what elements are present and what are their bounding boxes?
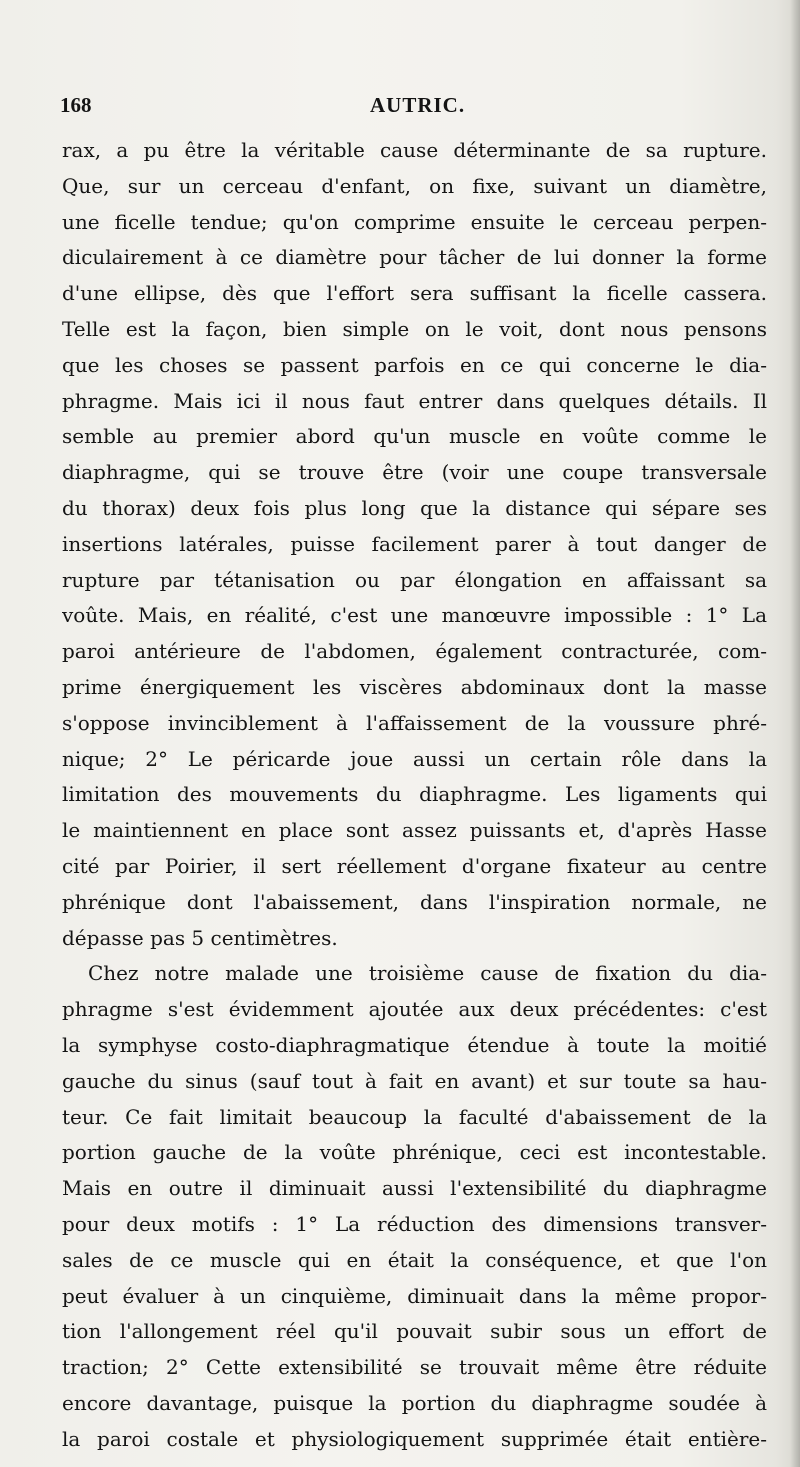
text-line: prime énergiquement les viscères abdominaux dont la masse: [62, 674, 767, 699]
page-number: 168: [60, 93, 92, 117]
text-line: la symphyse costo-diaphragmatique étendue à toute la moitié: [62, 1032, 767, 1057]
text-line: teur. Ce fait limitait beaucoup la faculté d'abaissement de la: [62, 1104, 767, 1129]
text-line: limitation des mouvements du diaphragme. Les ligaments qui: [62, 782, 767, 807]
text-line: peut évaluer à un cinquième, diminuait dans la même propor-: [62, 1283, 767, 1308]
body-text: [62, 133, 767, 1457]
text-line: que les choses se passent parfois en ce qui concerne le dia-: [62, 352, 767, 377]
text-line: phragme s'est évidemment ajoutée aux deux précédentes: c'est: [62, 997, 767, 1022]
running-title: AUTRIC.: [370, 93, 466, 117]
text-line: voûte. Mais, en réalité, c'est une manœuvre impossible : 1° La: [62, 603, 767, 628]
text-line: Que, sur un cerceau d'enfant, on fixe, suivant un diamètre,: [62, 173, 767, 198]
text-line: rupture par tétanisation ou par élongation en affaissant sa: [62, 567, 767, 592]
text-line: du thorax) deux fois plus long que la distance qui sépare ses: [62, 495, 767, 520]
text-line: traction; 2° Cette extensibilité se trouvait même être réduite: [62, 1355, 767, 1380]
paragraph-end-line: dépasse pas 5 centimètres.: [62, 925, 338, 950]
running-head: [60, 93, 760, 117]
text-line: paroi antérieure de l'abdomen, également contracturée, com-: [62, 639, 767, 664]
text-line: sales de ce muscle qui en était la conséquence, et que l'on: [62, 1247, 767, 1272]
text-line: le maintiennent en place sont assez puissants et, d'après Hasse: [62, 818, 767, 843]
text-line: s'oppose invinciblement à l'affaissement de la voussure phré-: [62, 710, 767, 735]
text-line: Mais en outre il diminuait aussi l'extensibilité du diaphragme: [62, 1176, 767, 1201]
text-line: tion l'allongement réel qu'il pouvait subir sous un effort de: [62, 1319, 767, 1344]
text-line: rax, a pu être la véritable cause déterminante de sa rupture.: [62, 138, 767, 162]
page-edge-shadow: [790, 0, 800, 1467]
text-line: gauche du sinus (sauf tout à fait en avant) et sur toute sa hau-: [62, 1068, 767, 1093]
text-line: nique; 2° Le péricarde joue aussi un certain rôle dans la: [62, 746, 767, 771]
text-line: phrénique dont l'abaissement, dans l'inspiration normale, ne: [62, 889, 767, 914]
text-line: Telle est la façon, bien simple on le voit, dont nous pensons: [62, 316, 767, 341]
text-line: une ficelle tendue; qu'on comprime ensuite le cerceau perpen-: [62, 209, 767, 234]
text-line: insertions latérales, puisse facilement parer à tout danger de: [62, 531, 767, 556]
text-line: diaphragme, qui se trouve être (voir une coupe transversale: [62, 460, 767, 485]
text-line: diculairement à ce diamètre pour tâcher de lui donner la forme: [62, 245, 767, 270]
text-line: la paroi costale et physiologiquement supprimée était entière-: [62, 1426, 767, 1451]
text-line: cité par Poirier, il sert réellement d'organe fixateur au centre: [62, 853, 767, 878]
text-line: semble au premier abord qu'un muscle en voûte comme le: [62, 424, 767, 449]
text-line: d'une ellipse, dès que l'effort sera suffisant la ficelle cassera.: [62, 281, 767, 306]
text-line: encore davantage, puisque la portion du diaphragme soudée à: [62, 1390, 767, 1415]
text-line: pour deux motifs : 1° La réduction des dimensions transver-: [62, 1211, 767, 1236]
text-line: portion gauche de la voûte phrénique, ceci est incontestable.: [62, 1140, 767, 1165]
paragraph-start-line: Chez notre malade une troisième cause de fixation du dia-: [88, 961, 767, 986]
text-line: phragme. Mais ici il nous faut entrer dans quelques détails. Il: [62, 388, 767, 413]
